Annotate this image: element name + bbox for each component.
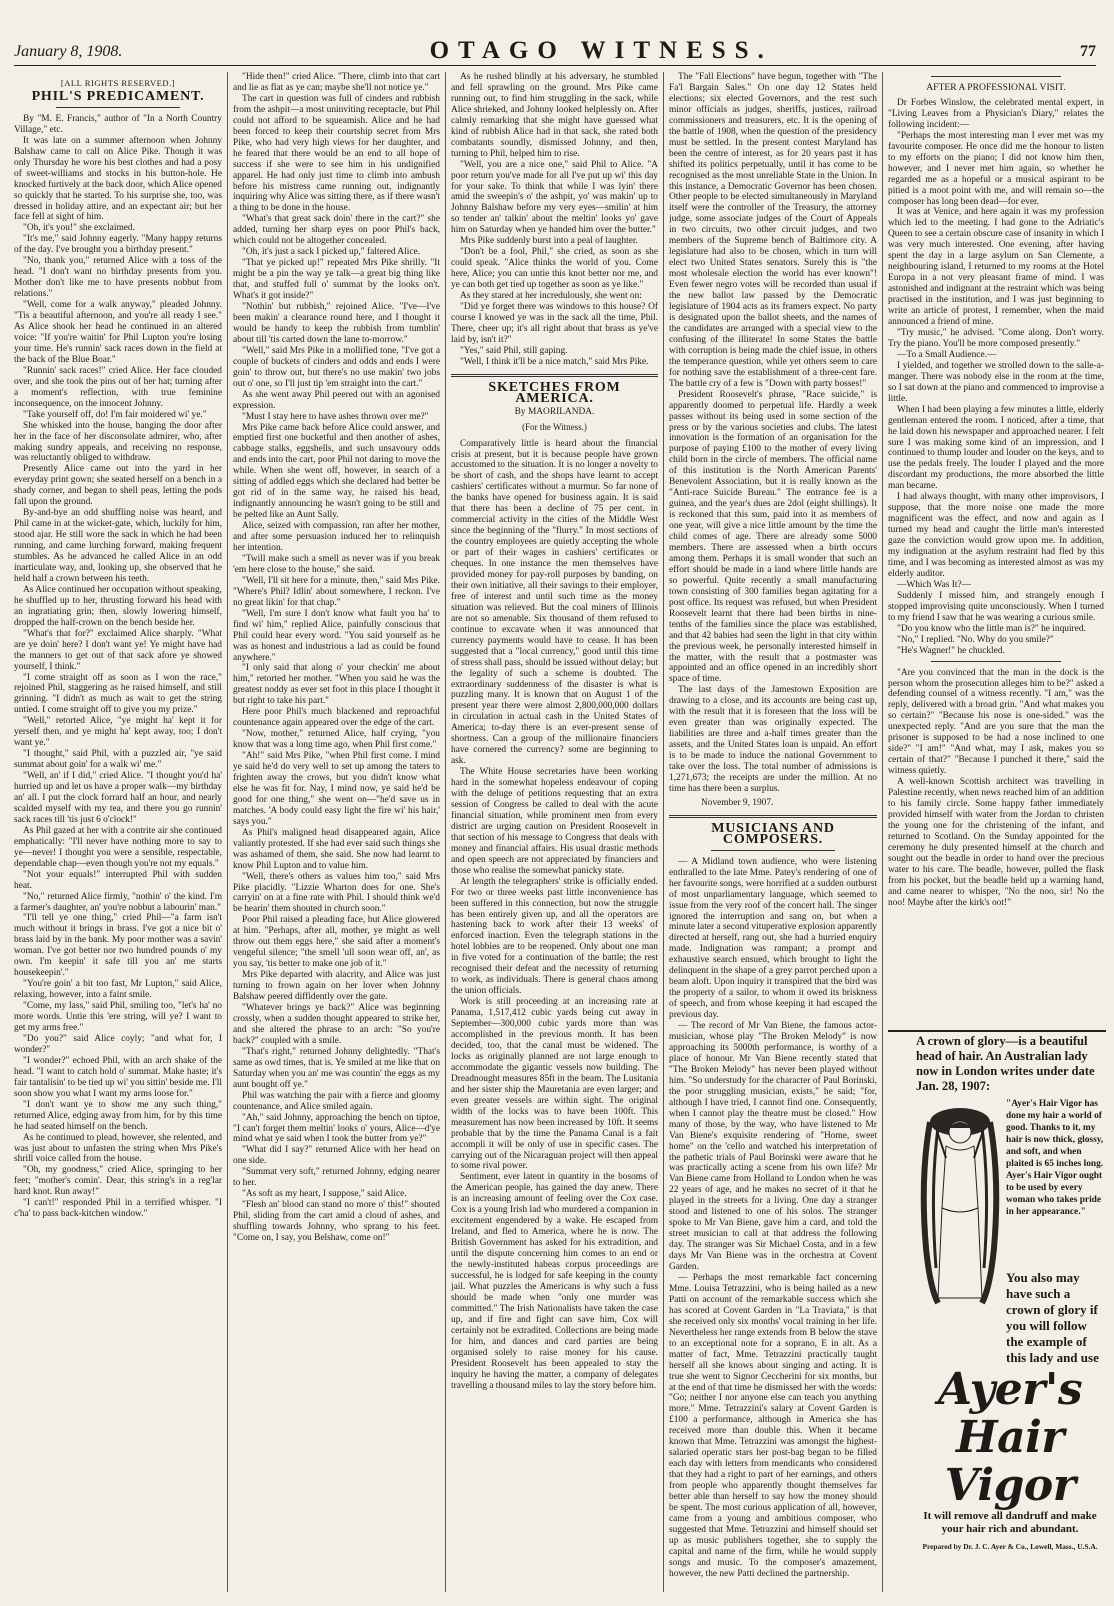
paragraph: A well-known Scottish architect was travelling in Palestine recently, when news reached him of an addition to his family circle. Some happy father immediately provided himself with water from the Jordan to christen the young one for the christening of the infant, and returned to Scotland. On the Sunday appointed for the ceremony he duly presented himself at the church and sought out the beadle in order to hand over the precious water to his care. The beadle, however, pulled the flask from his pocket, but the beadle held up a warning hand, and came nearer to whisper, "No the noo, sir! No the noo! Maybe after the kirk's oot!" (888, 777, 1104, 908)
paragraph: Suddenly I missed him, and strangely enough I stopped improvising quite unconsciously. When I turned to my friend I saw that he was wearing a curious smile. (888, 590, 1104, 623)
paragraph: "What's that for?" exclaimed Alice sharply. "What are ye doin' here? I don't want ye! Ye might have had the manners to get out of that sack afore ye showed yourself, I think." (14, 628, 222, 672)
paragraph: "I only said that along o' your checkin' me about him," retorted her mother. "When you said he was the greatest noddy as ever set foot in this place I thought it but right to take his part." (233, 663, 440, 707)
paragraph: The last days of the Jamestown Exposition are drawing to a close, and its accounts are being cast up, with the result that it is foreseen that the loss will be even greater than was originally expected. The liabilities are three and a-half times greater than the assets, and the United States loan is unpaid. An effort is to be made to induce the national Government to take over the loss. The total number of admissions is 1,271,673; the receipts are under the million. At no time has there been a surplus. (669, 685, 877, 794)
paragraph: "Well," said Mrs Pike in a mollified tone, "I've got a couple of buckets of cinders and odds and ends I were goin' to throw out, but there's no use makin' two jobs out o' one, so I'll just tip 'em straight into the cart." (233, 345, 440, 389)
issue-date: January 8, 1908. (14, 43, 123, 60)
section-rule (451, 374, 658, 377)
paragraph: "Oh, it's just a sack I picked up," faltered Alice. (242, 247, 421, 258)
paragraph: "Hide then!" cried Alice. "There, climb into that cart and lie as flat as ye can; maybe she'll not notice ye." (233, 72, 440, 93)
paragraph: "Must I stay here to have ashes thrown over me?" (242, 411, 429, 422)
column-rule (445, 72, 446, 1592)
advert-rule (888, 1030, 1106, 1032)
paragraph: "Flesh an' blood can stand no more o' this!" shouted Phil, sliding from the cart amid a cloud of ashes, and shuffling towards Johnny, who sprang to his feet. "Come on, I say, you Belshaw, come on!" (233, 1200, 440, 1244)
sketches-title: SKETCHES FROM AMERICA. (488, 379, 621, 406)
paragraph: "Well, I'll sit here for a minute, then," said Mrs Pike. "Where's Phil? Idlin' about somewhere, I reckon. I've no great likin' for that chap." (233, 575, 440, 608)
paragraph: "Well," retorted Alice, "ye might ha' kept it for yerself then, and ye might ha' kept away, too; I don't want ye." (14, 716, 222, 749)
paragraph: "Well, there's others as values him too," said Mrs Pike placidly. "Lizzie Wharton does for one. She's carryin' on at a fine rate with Phil. I should think we'd be hearin' them shouted in church soon." (233, 871, 440, 915)
advert-call-to-action: You also may have such a crown of glory if you will follow the example of this lady and use (1006, 1270, 1099, 1365)
ayers-hair-vigor-advert (916, 1034, 1104, 1574)
paragraph: —Which Was It?— (897, 579, 972, 590)
paragraph: By-and-bye an odd shuffling noise was heard, and Phil came in at the wicket-gate, which, luckily for him, stood ajar. He still wore the sack in which he had been running, and came lurching forward, making frequent stumbles. As he advanced he called Alice in an odd inarticulate way, and, looking up, she observed that he held half a crown between his teeth. (14, 508, 222, 584)
paragraph: — The record of Mr Van Biene, the famous actor-musician, whose play "The Broken Melody" is now approaching its 5000th performance, is worthy of a place of honour. Mr Van Biene recently stated that "The Broken Melody" has never been played without him. "So understudy for the character of Paul Borinski, the poor struggling musician, exists," he said; "for, although I have tried, I cannot find one. Consequently, when I cannot play the theatre must be closed." How many of those, by the way, who have listened to Mr Van Biene's exquisite rendering of "Home, sweet home" on the 'cello and watched his interpretation of the pathetic trials of Paul Borinski were aware that he was practically acting a scene from his own life? Mr Van Biene came from Holland to London when he was 22 years of age, and he makes no secret of it that he played in the streets for a living. One day a stranger stood and listened to one of his solos. The stranger spoke to Mr Van Biene, gave him a card, and told the street musician to call at that address the following day. The stranger was Sir Michael Costa, and in a few days Mr Van Biene was in the orchestra at Covent Garden. (669, 1021, 877, 1273)
paragraph: As they stared at her incredulously, she went on: (460, 291, 642, 302)
sketches-dateline: November 9, 1907. (701, 797, 774, 808)
advert-brand-ayers: Ayer's (937, 1364, 1083, 1415)
paragraph: "Try music," he advised. "Come along. Don't worry. Try the piano. You'll be more composed presently." (888, 327, 1104, 349)
paragraph: "That ye picked up!" repeated Mrs Pike shrilly. "It might be a pin the way ye talk—a great big thing like that, and stuffed full o' summat by the looks on't. What's it got inside?" (233, 258, 440, 302)
paragraph: "Whatever brings ye back?" Alice was beginning crossly, when a sudden thought appeared to strike her, and she altered the phrase to an arch: "So you're back?" coupled with a smile. (233, 1003, 440, 1046)
paragraph: Sentiment, ever latent in quantity in the bosoms of the American people, has gained the day anew. There is an increasing amount of feeling over the Cox case. Cox is a young Irish lad who murdered a companion in excitement engendered by a wake. He escaped from Ireland, and fled to America, where he is now. The British Government has asked for his extradition, and until the dispute concerning him comes to an end or the newly-instituted habeas corpus proceedings are successful, he is lodged for safe keeping in the county jail. What puzzles the Americans is why such a fuss should be made when "only one murder was committed." The Irish Nationalists have taken the case up, and if fire and fight can save him, Cox will certainly not be extradited. Collections are being made for him, and dances and card parties are being organised solely to raise money for his cause. President Roosevelt has been appealed to stay the inquiry he having the matter, a company of delegates travelling a thousand miles to lay the story before him. (451, 1172, 658, 1391)
paragraph: —To a Small Audience.— (897, 349, 997, 360)
paragraph: At length the telegraphers' strike is officially ended. For two or three weeks past little inconvenience has been suffered in this connection, but now the struggle has been entirely given up, and all the operators are hastening back to work after their 13 weeks' of enforced inaction. Even the telegraph stations in the hotel lobbies are to be reopened. Only about one man in five voted for a continuation of the battle; the rest recognised their defeat and the necessity of returning to work, as individuals. There is general chaos among the union officials. (451, 876, 658, 997)
paragraph: She whisked into the house, banging the door after her in the face of her disconsolate admirer, who, after making sundry appeals, and receiving no response, was reluctantly obliged to withdraw. (14, 420, 222, 464)
paragraph: Mrs Pike suddenly burst into a peal of laughter. (460, 236, 638, 247)
paragraph: "Ah," said Johnny, approaching the bench on tiptoe, "I can't forget them meltin' looks o' yours, Alice—d'ye mind what ye said when I took the butter from ye?" (233, 1112, 440, 1145)
page-number: 77 (1079, 43, 1096, 60)
paragraph: "Yes," said Phil, still gaping. (460, 345, 568, 356)
paragraph: "Well, an' if I did," cried Alice. "I thought you'd ha' hurried up and let us have a proper walk—my birthday an' all. I put the clock forrard half an hour, and nearly scalded myself with my tea, and there you go runnin' sack races till 'tis just 6 o'clock!" (14, 771, 222, 825)
column-2 (233, 72, 440, 1590)
musicians-body (669, 857, 877, 1580)
paragraph: "What did I say?" returned Alice with her head on one side. (233, 1145, 440, 1167)
paragraph: "Take yourself off, do! I'm fair moidered wi' ye." (23, 409, 207, 420)
paragraph: As he continued to plead, however, she relented, and was just about to unfasten the string when Mrs Pike's shrill voice called from the house. (14, 1132, 222, 1165)
paragraph: Presently Alice came out into the yard in her everyday print gown; she seated herself on a bench in a shady corner, and began to shell peas, letting the pods fall upon the ground. (14, 464, 222, 508)
paragraph: Mrs Pike departed with alacrity, and Alice was just turning to frown again on her lover when Johnny Balshaw peered diffidently over the gate. (233, 970, 440, 1003)
paragraph: "Well, you are a nice one," said Phil to Alice. "A poor return you've made for all I've put up wi' this day for your sake. To think that while I was lyin' there amid the sweepin's o' the ashpit, yo' was makin' up to Johnny Balshaw before my very eyes—smilin' at him so tender an' talkin' about the meltin' looks yo' gave him on Saturday when ye handed him over the butter." (451, 159, 658, 236)
section-rule (669, 815, 877, 818)
paragraph: As he rushed blindly at his adversary, he stumbled and fell sprawling on the ground. Mrs Pike came running out, to find him struggling in the sack, while Alice shrieked, and Johnny looked helplessly on. After calmly remarking that she might have guessed what kind of rubbish Alice had in that sack, she rated both combatants soundly, dismissed Johnny, and then, turning to Phil, helped him to rise. (451, 72, 658, 159)
advert-tagline: It will remove all dandruff and make your hair rich and abundant. (923, 1510, 1097, 1535)
paragraph: Mrs Pike came back before Alice could answer, and emptied first one bucketful and then another of ashes, cabbage stalks, eggshells, and such unsavoury odds and ends into the cart, poor Phil not daring to move the while. When she went off, however, in search of a sitting of addled eggs which she declared had better be got rid of in the same way, he raised his head, indignantly announcing he wasn't going to be still and be pelted like an Aunt Sally. (233, 422, 440, 521)
paragraph: "Runnin' sack races!" cried Alice. Her face clouded over, and she took the pins out of her hat; turning after a moment's reflection, with true feminine inconsequence, on the innocent Johnny. (14, 365, 222, 409)
paragraph: I yielded, and together we strolled down to the salle-a-manger. There was nobody else in the room at the time, so I sat down at the piano and commenced to improvise a little. (888, 360, 1104, 404)
paragraph: "Well, I think it'll be a nice match," said Mrs Pike. (460, 356, 649, 367)
column-rule (882, 72, 883, 1592)
paragraph: — A Midland town audience, who were listening enthralled to the late Mme. Patey's rendering of one of her favourite songs, were horrified at a sudden outburst of most unparliamentary language, which seemed to issue from the very roof of the concert hall. The singer ignored the interruption and sang on, but when a minute later a second vituperative explosion apparently directed at herself, rang out, she had a hurried enquiry made. Indignation was rampant; a prompt and exhaustive search ensued, which brought to light the delinquent in the shape of a grey parrot perched upon a beam aloft. Upon inquiry it transpired that the bird was the property of a sailor, to whom it owed its briskness of speech, and from whose keeping it had escaped the previous day. (669, 856, 877, 1021)
paragraph: The White House secretaries have been working hard in the somewhat hopeless endeavour of coping with the deluge of petitions requesting that an extra session of Congress be called to deal with the acute financial situation, while prominent men from every district are urging caution on President Roosevelt in that section of his message to Congress that deals with money and financial affairs. His usual drastic methods and open speech are not appreciated by financiers and those who realise the somewhat panicky state. (451, 767, 658, 876)
paragraph: "Oh, it's you!" she exclaimed. (23, 223, 135, 234)
masthead (14, 37, 1096, 66)
paragraph: "I wonder?" echoed Phil, with an arch shake of the head. "I want to catch hold o' summat. Make haste; it's fair tantalisin' to be tied up wi' you sittin' beside me. I'll soon show you what I want my arms loose for." (14, 1055, 222, 1099)
paragraph: "No," returned Alice firmly, "nothin' o' the kind. I'm a farmer's daughter, an' you're nobbut a labourin' man." (14, 891, 222, 913)
musicians-title: MUSICIANS AND COMPOSERS. (711, 820, 835, 847)
paragraph: "Did ye forget there was windows to this house? Of course I knowed ye was in the sack all the time, Phil. There, cheer up; it's all right about that brass as ye've laid by, isn't it?" (451, 302, 658, 345)
paragraph: "As soft as my heart, I suppose," said Alice. (242, 1189, 407, 1200)
paragraph: "You're goin' a bit too fast, Mr Lupton," said Alice, relaxing, however, into a faint smile. (14, 979, 222, 1001)
visit-body (888, 131, 1104, 657)
story-byline: By "M. E. Francis," author of "In a North Country Village," etc. (14, 113, 222, 135)
paragraph: I had always thought, with many other improvisors, I suppose, that the more noise one made the more magnificent was the effect, and now and again as I turned my head and caught the little man's interested gaze the conviction would grow upon me. In addition, my indignation at the asylum restraint had fled by this time, and I was becoming as interested almost as was my elderly auditor. (888, 492, 1104, 579)
paragraph: Alice, seized with compassion, ran after her mother, and after some persuasion induced her to relinquish her intention. (233, 521, 440, 553)
title-rule (56, 107, 181, 108)
paragraph: President Roosevelt's phrase, "Race suicide," is apparently doomed to perpetual life. Hardly a week passes without its being used in some section of the press or by the various societies and clubs. The latest innovation is the formation of an organisation for the purpose of paying £100 to the mother of every living child born in the circle of members. The official name of this institution is the North American Parents' Benevolent Association, but it is really known as the "Anti-race Suicide Bureau." The entrance fee is a guinea, and the year's dues are 2dol (eight shillings). It is reckoned that this sum, paid into it as members of one year, will give a nice little amount by the time the child comes of age. There are already some 5000 members. There are assessed when a birth occurs among them. Perhaps it is small wonder that such an effort should be made in a land where little hands are so powerful. Quite recently a small manufacturing town consisting of 300 families began agitating for a post office. Its request was refused, but when President Roosevelt learnt that there had been births in nine-tenths of the families since the place was established, and that 42 babies had seen the light in that city within the previous week, he personally interested himself in the matter, with the result that a postmaster was appointed and an office opened in an incredibly short space of time. (669, 389, 877, 685)
paragraph: "Twill make such a smell as never was if you break 'em here close to the house," she said. (233, 553, 440, 575)
advert-maker: Prepared by Dr. J. C. Ayer & Co., Lowell, Mass., U.S.A. (922, 1542, 1098, 1551)
advert-lead: A crown of glory—is a beautiful head of hair. An Australian lady now in London writes under date Jan. 28, 1907: (916, 1034, 1095, 1093)
title-rule (711, 850, 836, 851)
column-1 (14, 72, 222, 1590)
paragraph: "Now, mother," returned Alice, half crying, "you know that was a long time ago, when Phil first come." (233, 729, 440, 751)
column-3 (451, 72, 658, 1590)
paragraph: "No," I replied. "No. Why do you smile?" (897, 634, 1054, 645)
visit-title: AFTER A PROFESSIONAL VISIT. (926, 82, 1066, 93)
paragraph: It was at Venice, and here again it was my profession which led to the meeting. I had gone to the Adriatic's Queen to see a certain obscure case of insanity in which I was very much interested. One evening, after having spent the day in a large asylum on San Clemente, a neighbouring island, I returned to my rooms at the Hotel Europa in a not very pleasant frame of mind. I was astonished and indignant at the restraint which was being practised in the institution, and I was just beginning to write an article of protest, I remember, when the maid announced a friend of mine. (888, 207, 1104, 328)
paragraph: "Do you?" said Alice coyly; "and what for, I wonder?" (14, 1033, 222, 1055)
paragraph: Work is still proceeding at an increasing rate at Panama, 1,517,412 cubic yards being cut away in September—300,000 cubic yards more than was accomplished in the previous month. It has been decided, too, that the canal must be widened. The locks as originally planned are not large enough to accommodate the gigantic vessels now building. The Dreadnought measures 85ft in the beam. The Lusitania and her sister ship the Mauretania are even larger; and even greater vessels are within sight. The original width of the locks was to have been 100ft. This measurement has now been increased by 10ft. It seems probable that by the time the Panama Canal is a fait accompli it will be only of use in specific cases. The carrying out of the Nicaraguan project will then appeal to some rival power. (451, 997, 658, 1172)
advert-illustration-block (916, 1098, 1104, 1274)
paragraph: The cart in question was full of cinders and rubbish from the ashpit—a most uninviting receptacle, but Phil could not afford to be squeamish. Alice and he had been forced to keep their courtship secret from Mrs Pike, who had very high views for her daughter, and he feared that there would be an end to all hope of success if she were to see him in his undignified apparel. He had only just time to climb into ambush before his mistress came running out, indignantly inquiring why Alice was sitting there, as if there wasn't a thing to be done in the house. (233, 93, 440, 214)
paragraph: "I can't!" responded Phil in a terrified whisper. "I c'ha' to pass back-kitchen window." (14, 1198, 222, 1220)
column-4 (669, 72, 877, 1590)
story-body-continued (451, 72, 658, 368)
paragraph: The "Fall Elections" have begun, together with "The Fa'l Bargain Sales." On one day 12 States held elections; six elected Governors, and the rest such minor officials as judges, sheriffs, justices, railroad commissioners and treasurers, etc. It is the opening of the battle of 1908, when the question of the presidency must be settled. In the present contest Maryland has been the centre of interest, as for 20 years past it has shifted its politics perpetually, until it has come to be recognised as the most unreliable State in the Union. In this instance, a Democratic Governor has been chosen. Other people to be elected simultaneously in Maryland itself were the controller of the Treasury, the attorney judge, some associate judges of the Court of Appeals in two circuits, two other circuit judges, and two members of the Supreme bench of Baltimore city. A legislature had also to be chosen, which in turn will elect two United States senators. Surely this is "the most wholesale election the world has ever known"! Even fewer negro votes will be recorded than usual if the new ballot law passed by the Democratic legislature of 1904 acts as its framers expect. No party is designated upon the ballot sheets, and the names of the candidates are arranged with a special view to the confusing of the illiterate! In some States the battle with corruption is being made the chief issue, in others the temperance question, while yet others seem to care for nothing save the establishment of a three-cent fare. The battle cry of a few is "Down with party bosses!" (669, 72, 877, 389)
paragraph: "What's that great sack doin' there in the cart?" she added, turning her sharp eyes on poor Phil's back, which could not be altogether concealed. (233, 214, 440, 247)
paragraph: "Oh, my goodness," cried Alice, springing to her feet; "mother's comin'. Dear, this string's in a reg'lar hard knot. Run away!" (14, 1165, 222, 1198)
paragraph: When I had been playing a few minutes a little, elderly gentleman entered the room. I noticed, after a time, that he laid down his newspaper and approached nearer. I felt sure I was making some kind of an impression, and I continued to thump louder and louder on the keys, and to use the pedals freely. The louder I played and the more discordant my productions, the more absorbed the little man became. (888, 404, 1104, 492)
paragraph: "I don't want ye to show me any such thing," returned Alice, edging away from him, for by this time he had seated himself on the bench. (14, 1099, 222, 1132)
paragraph: "Are you convinced that the man in the dock is the person whom the prosecution alleges him to be?" asked a defending counsel of a witness recently. "I am," was the reply, delivered with a broad grin. "And what makes you so certain?" "Because his nose is one-sided." was the unexpected reply. "And are you sure that the man the prisoner is supposed to be had a nose inclined to one side?" "I am!" "And what, may I ask, makes you so certain of that?" "Because I punched it there," said the witness quietly. (888, 667, 1104, 777)
sketches-body (451, 439, 658, 1392)
paragraph: As Phil gazed at her with a contrite air she continued emphatically: "I'll never have nothing more to say to ye—never! I thought you were a sensible, respectable, dependable chap—even though you're not my equals." (14, 825, 222, 869)
paragraph: "Well, come for a walk anyway," pleaded Johnny. "Tis a beautiful afternoon, and you're all ready I see." As Alice shook her head he continued in an altered voice: "If you're waitin' for Phil Lupton you're losing your time. He's runnin' sack races down in the field at the back of the Blue Boar." (14, 300, 222, 365)
paragraph: As she went away Phil peered out with an agonised expression. (233, 389, 440, 411)
paragraph: "Well, I'm sure I don't know what fault you ha' to find wi' him," replied Alice, painfully conscious that Phil could hear every word. "You said yourself as he was as honest and industrious a lad as could be found anywhere." (233, 608, 440, 663)
paragraph: As Phil's maligned head disappeared again, Alice valiantly protested. If she had ever said such things she was ashamed of them, she said. She now had learnt to know Phil Lupton and to value him. (233, 827, 440, 871)
paragraph: "Come, my lass," said Phil, smiling too, "let's ha' no more words. Untie this 'ere string, will ye? I want to get my arms free." (14, 1001, 222, 1034)
sketches-subtitle: (For the Witness.) (522, 421, 587, 432)
advert-brand-hair-vigor: Hair Vigor (944, 1412, 1076, 1511)
paragraph: "He's Wagner!" he chuckled. (897, 645, 1005, 656)
paragraph: "Summat very soft," returned Johnny, edging nearer to her. (233, 1167, 440, 1189)
paragraph: Here poor Phil's much blackened and reproachful countenance again appeared over the edge of the cart. (233, 707, 440, 729)
story-body-continued (233, 72, 440, 1244)
paragraph: "Not your equals!" interrupted Phil with sudden heat. (14, 869, 222, 891)
long-hair-lady-illustration (916, 1098, 1004, 1308)
paragraph: Poor Phil raised a pleading face, but Alice glowered at him. "Perhaps, after all, mother, ye might as well throw out them eggs here," she said after a moment's vengeful silence; "the smell 'ull soon wear off, an', as you say, 'tis better to make one job of it." (233, 915, 440, 970)
anecdotes-body (888, 668, 1104, 909)
paragraph: — Perhaps the most remarkable fact concerning Mme. Louisa Tetrazzini, who is being hailed as a new Patti on account of the remarkable success which she has scored at Covent Garden in "La Traviata," is that she received only six months' vocal training in her life. Nevertheless her range extends from B below the stave to an exceptional note for a soprano, E in alt. As a matter of fact, Mme. Tetrazzini practically taught herself all she knows about singing and acting. It is true she went to Signor Ceccherini for six months, but at the end of that time he dismissed her with the words: "Go; neither I nor anyone else can teach you anything more." Mme. Tetrazzini's salary at Covent Garden is £100 a performance, although in America she has received more than double this. When it became known that Mme. Tetrazzini was amongst the highest-salaried operatic stars her post-bag began to be filled each day with letters from mendicants who considered that they had a right to part of her earnings, and others from people who apparently thought themselves far better able than herself to say how the money should be spent. The most curious application of all, however, came from a young and ambitious composer, who suggested that Mme. Tetrazzini and himself should set up as music publishers together, she to supply the capital and name of the firm, while he would supply songs and music. To the composer's amazement, however, the new Patti declined the partnership. (669, 1272, 877, 1579)
paragraph: "No, thank you," returned Alice with a toss of the head. "I don't want no birthday presents from you. Mother don't like me to have presents nobbut from relations." (14, 256, 222, 300)
paragraph: Comparatively little is heard about the financial crisis at present, but it is because people have grown accustomed to the situation. It is no longer a novelty to be short of cash, and the shops have learnt to accept cashiers' certificates without a murmur. So far none of the banks have opened for business again. It is said that there has been a decline of 75 per cent. in commercial activity in the cities of the Middle West since the beginning of the "flurry." In most sections of the country employees are quietly accepting the whole or part of their wages in cashiers' certificates or cheques. In one instance the men themselves have provided money for pay-roll purposes by banding, on their own initiative, all their savings to their employer, free of interest and until such time as the money situation was relieved. But the coal miners of Illinois are not so amenable. Six thousand of them refused to continue to excavate when it was announced that currency payments would have to cease. It has been suggested that a "local currency," good until this time of stress shall pass, should be issued without delay; but the legality of such a scheme is doubted. The extraordinary suddenness of the disaster is what is puzzling many. It is known that on August 1 of the present year there were almost 2,800,000,000 dollars in circulation in actual cash in the United States of America; to-day there is an ever-present sense of shortness. Can a group of the millionaire financiers have cornered the currency? some are beginning to ask. (451, 438, 658, 767)
paragraph: "Ah!" said Mrs Pike, "when Phil first come. I mind ye said he'd do very well to set up among the taters to frighten away the crows, but you didn't know what else he was fit for. Nay, I mind now, ye said he'd be good for one thing," she went on—"he'd save us in matches. 'A body could easy light the fire wi' his hair,' says you." (233, 751, 440, 827)
paragraph: Phil was watching the pair with a fierce and gloomy countenance, and Alice smiled again. (233, 1090, 440, 1112)
column-rule (227, 72, 228, 1592)
paragraph: "Nothin' but rubbish," rejoined Alice. "I've—I've been makin' a clearance round here, and I thought it would be handy to keep the rubbish from tumblin' about till 'tis carted down the lane to-morrow." (233, 302, 440, 345)
paragraph: "Perhaps the most interesting man I ever met was my favourite composer. He once did me the honour to listen to my efforts on the piano; I did not know him then, however, and I never met him again, so whether he regarded me as a hopeful or a musical aspirant to be pitied is a moot point with me, and will remain so—the composer has long been dead—for ever. (888, 130, 1104, 207)
sketches-byline: By MAORILANDA. (514, 406, 595, 417)
paragraph: "It's me," said Johnny eagerly. "Many happy returns of the day. I've brought you a birthday present." (14, 234, 222, 256)
column-rule (663, 72, 664, 1592)
paragraph: As Alice continued her occupation without speaking, he shuffled up to her, thrusting forward his head with an ingratiating grin; then, slowly lowering himself, dropped the half-crown on the bench beside her. (14, 584, 222, 628)
paragraph: "Don't be a fool, Phil," she cried, as soon as she could speak. "Alice thinks the world of you. Come here, Alice; you can untie this knot better nor me, and ye can both get tied up together as soon as ye like." (451, 247, 658, 291)
section-rule (931, 661, 1061, 662)
section-rule (931, 76, 1061, 77)
paragraph: "Do you know who the little man is?" he inquired. (897, 623, 1086, 634)
rights-notice: [ALL RIGHTS RESERVED.] (60, 78, 176, 88)
visit-intro: Dr Forbes Winslow, the celebrated mental expert, in "Living Leaves from a Physician's Diary," relates the following incident:— (888, 97, 1104, 130)
column-5 (888, 72, 1104, 1030)
paragraph: "I'll tell ye one thing," cried Phil—"a farm isn't much without it brings in brass. I've got a nice bit o' brass laid by in the bank. My poor mother was a savin' woman. I've got better nor two hundred pounds o' my own. I'm keepin' it safe till you an' me starts housekeepin'." (14, 913, 222, 979)
paragraph: "I thought," said Phil, with a puzzled air, "ye said summat about goin' for a walk wi' me." (14, 749, 222, 771)
advert-testimonial: "Ayer's Hair Vigor has done my hair a world of good. Thanks to it, my hair is now thick, glossy, and soft, and when plaited is 65 inches long. Ayer's Hair Vigor ought to be used by every woman who takes pride in her appearance." (1006, 1099, 1104, 1217)
sketches-body-continued (669, 72, 877, 795)
story-body (14, 136, 222, 1220)
paragraph: "I come straight off as soon as I won the race," rejoined Phil, staggering as he raised himself, and still grinning. "I didn't as much as wait to get the string untied. I come straight off to give you my prize." (14, 672, 222, 716)
paragraph: "That's right," returned Johnny delightedly. "That's same as owd times, that is. Ye smiled at me like that on Saturday when you an' me was countin' the eggs as my aunt bought off ye." (233, 1046, 440, 1090)
paragraph: It was late on a summer afternoon when Johnny Balshaw came to call on Alice Pike. Though it was only Thursday he wore his best clothes and had a posy of sweet-williams and stocks in his button-hole. He knocked furtively at the back door, which Alice opened so quickly that he started. To his surprise she, too, was dressed in holiday attire, and an expectant air; but her face fell at sight of him. (14, 135, 222, 223)
story-title: PHIL'S PREDICAMENT. (31, 88, 205, 104)
newspaper-title: OTAGO WITNESS. (429, 37, 773, 64)
